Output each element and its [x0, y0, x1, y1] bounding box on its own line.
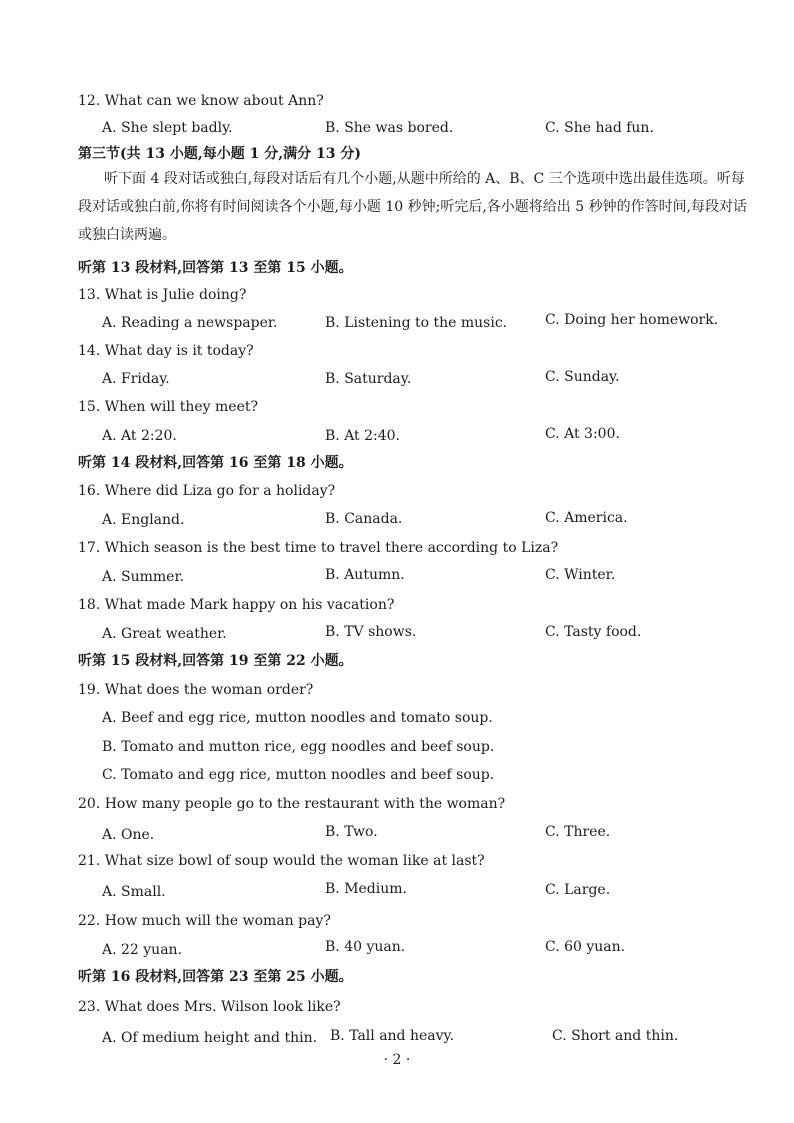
q15-option-a: A. At 2:20. [102, 428, 177, 444]
q17-option-c: C. Winter. [545, 567, 616, 583]
q16-option-a: A. England. [102, 512, 185, 528]
question-12: 12. What can we know about Ann? [78, 93, 324, 109]
q13-option-b: B. Listening to the music. [325, 315, 508, 331]
q19-option-b: B. Tomato and mutton rice, egg noodles and beef soup. [102, 739, 495, 755]
question-20: 20. How many people go to the restaurant with the woman? [78, 796, 506, 812]
section-3-heading: 第三节(共 13 小题,每小题 1 分,满分 13 分) [78, 146, 361, 162]
material-14-heading: 听第 14 段材料,回答第 16 至第 18 小题。 [78, 455, 353, 471]
q19-option-a: A. Beef and egg rice, mutton noodles and tomato soup. [102, 710, 493, 726]
material-16-heading: 听第 16 段材料,回答第 23 至第 25 小题。 [78, 969, 353, 985]
q21-option-a: A. Small. [102, 884, 166, 900]
material-13-heading: 听第 13 段材料,回答第 13 至第 15 小题。 [78, 260, 353, 276]
question-14: 14. What day is it today? [78, 343, 254, 359]
q17-option-a: A. Summer. [102, 569, 185, 585]
q13-option-c: C. Doing her homework. [545, 312, 719, 328]
question-21: 21. What size bowl of soup would the woman like at last? [78, 853, 485, 869]
q23-option-a: A. Of medium height and thin. [102, 1030, 318, 1046]
q12-option-b: B. She was bored. [325, 120, 454, 136]
q21-option-c: C. Large. [545, 882, 611, 898]
q22-option-a: A. 22 yuan. [102, 942, 183, 958]
question-13: 13. What is Julie doing? [78, 287, 247, 303]
q20-option-c: C. Three. [545, 824, 611, 840]
q16-option-b: B. Canada. [325, 511, 403, 527]
q14-option-c: C. Sunday. [545, 369, 620, 385]
q22-option-b: B. 40 yuan. [325, 939, 406, 955]
question-16: 16. Where did Liza go for a holiday? [78, 483, 336, 499]
q13-option-a: A. Reading a newspaper. [102, 315, 278, 331]
question-18: 18. What made Mark happy on his vacation? [78, 597, 395, 613]
q14-option-b: B. Saturday. [325, 371, 412, 387]
q23-option-b: B. Tall and heavy. [330, 1028, 455, 1044]
q15-option-b: B. At 2:40. [325, 428, 401, 444]
q12-option-a: A. She slept badly. [102, 120, 233, 136]
q17-option-b: B. Autumn. [325, 567, 405, 583]
q20-option-a: A. One. [102, 827, 155, 843]
q19-option-c: C. Tomato and egg rice, mutton noodles and beef soup. [102, 767, 495, 783]
q23-option-c: C. Short and thin. [552, 1028, 679, 1044]
question-19: 19. What does the woman order? [78, 682, 314, 698]
q14-option-a: A. Friday. [102, 371, 170, 387]
q22-option-c: C. 60 yuan. [545, 939, 626, 955]
q18-option-a: A. Great weather. [102, 626, 227, 642]
question-15: 15. When will they meet? [78, 399, 259, 415]
q16-option-c: C. America. [545, 510, 628, 526]
material-15-heading: 听第 15 段材料,回答第 19 至第 22 小题。 [78, 653, 353, 669]
q18-option-b: B. TV shows. [325, 624, 417, 640]
page-number: · 2 · [383, 1052, 411, 1068]
q21-option-b: B. Medium. [325, 881, 407, 897]
section-3-instructions: 听下面 4 段对话或独白,每段对话后有几个小题,从题中所给的 A、B、C 三个选项中选出最佳选项。听每段对话或独白前,你将有时间阅读各个小题,每小题 10 秒钟;听完后,各小题将给出 5 秒钟的作答时间,每段对话或独白读两遍。 [78, 171, 748, 243]
q12-option-c: C. She had fun. [545, 120, 654, 136]
q15-option-c: C. At 3:00. [545, 426, 620, 442]
question-22: 22. How much will the woman pay? [78, 913, 331, 929]
q18-option-c: C. Tasty food. [545, 624, 642, 640]
question-23: 23. What does Mrs. Wilson look like? [78, 999, 341, 1015]
question-17: 17. Which season is the best time to travel there according to Liza? [78, 540, 559, 556]
q20-option-b: B. Two. [325, 824, 378, 840]
